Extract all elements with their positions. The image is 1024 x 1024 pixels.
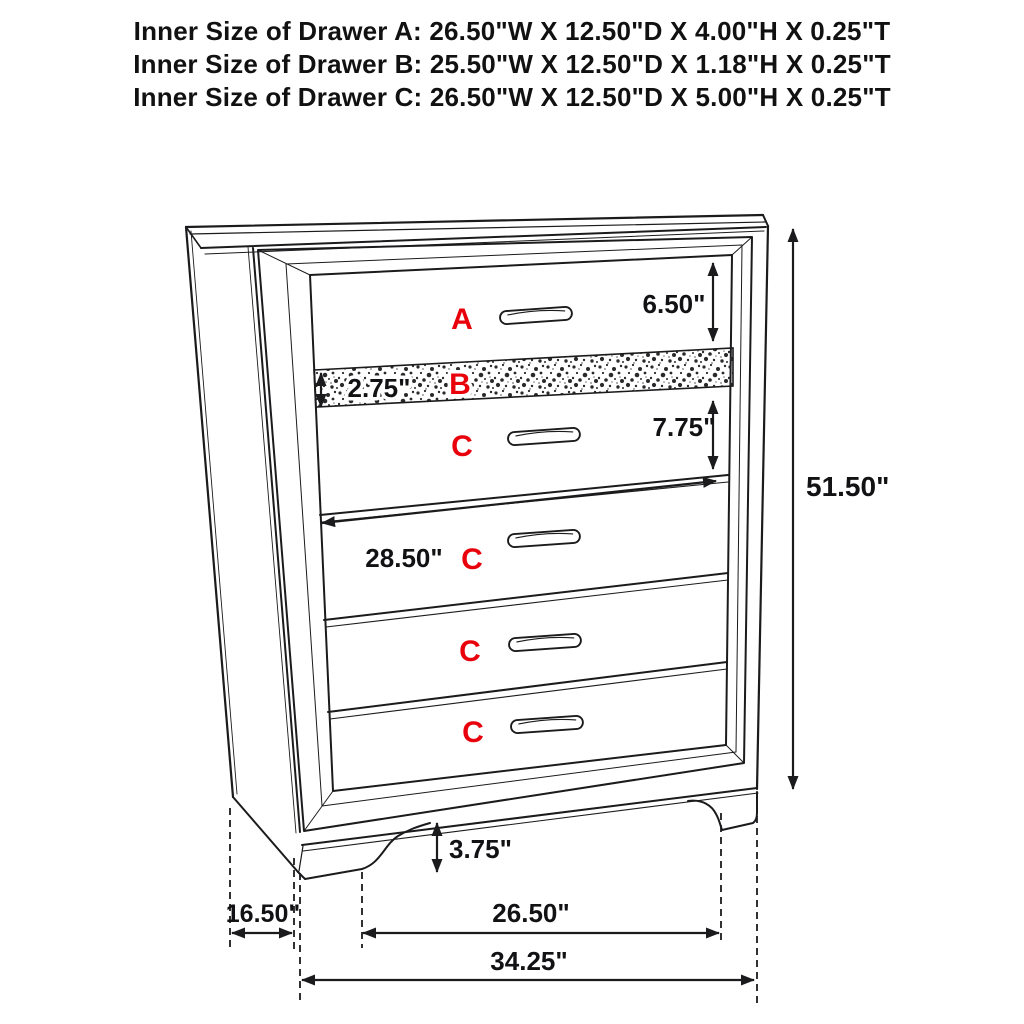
label-drawer-c1: C (451, 430, 473, 463)
drawer-c2-handle (508, 530, 581, 548)
drawer-c1-handle (508, 428, 581, 446)
dimension-arrows (232, 229, 793, 980)
label-foot-height: 3.75" (449, 834, 512, 864)
arrow-face-diagonal (322, 481, 716, 523)
label-drawer-c4: C (462, 716, 484, 749)
drawer-c4-handle (511, 716, 584, 734)
label-drawer-c2: C (461, 543, 483, 576)
label-strip-height: 2.75" (347, 373, 411, 403)
label-drawer-a-height: 6.50" (642, 289, 706, 319)
label-drawer-a: A (451, 303, 473, 336)
front-frame (258, 237, 752, 831)
header-line-drawer-a: Inner Size of Drawer A: 26.50"W X 12.50"D X 4.00"H X 0.25"T (133, 16, 891, 46)
label-drawer-width: 26.50" (492, 898, 570, 928)
drawer-dividers (320, 475, 728, 719)
label-drawer-c-height: 7.75" (652, 412, 716, 442)
label-face-diagonal: 28.50" (365, 543, 443, 573)
base-and-feet (298, 788, 758, 879)
label-side-depth: 16.50" (225, 900, 301, 928)
chest-top-surface (186, 215, 768, 254)
header-line-drawer-b: Inner Size of Drawer B: 25.50"W X 12.50"D X 1.18"H X 0.25"T (133, 49, 891, 79)
label-drawer-b: B (449, 368, 471, 401)
chest-right-side-edge (757, 226, 768, 789)
label-drawer-c3: C (459, 635, 481, 668)
header-line-drawer-c: Inner Size of Drawer C: 26.50"W X 12.50"D X 5.00"H X 0.25"T (133, 82, 891, 112)
drawer-c3-handle (509, 634, 582, 652)
chest-left-side-panel (186, 227, 300, 872)
label-overall-width: 34.25" (490, 946, 568, 976)
label-overall-height: 51.50" (806, 471, 890, 502)
drawer-a-handle (500, 307, 573, 325)
